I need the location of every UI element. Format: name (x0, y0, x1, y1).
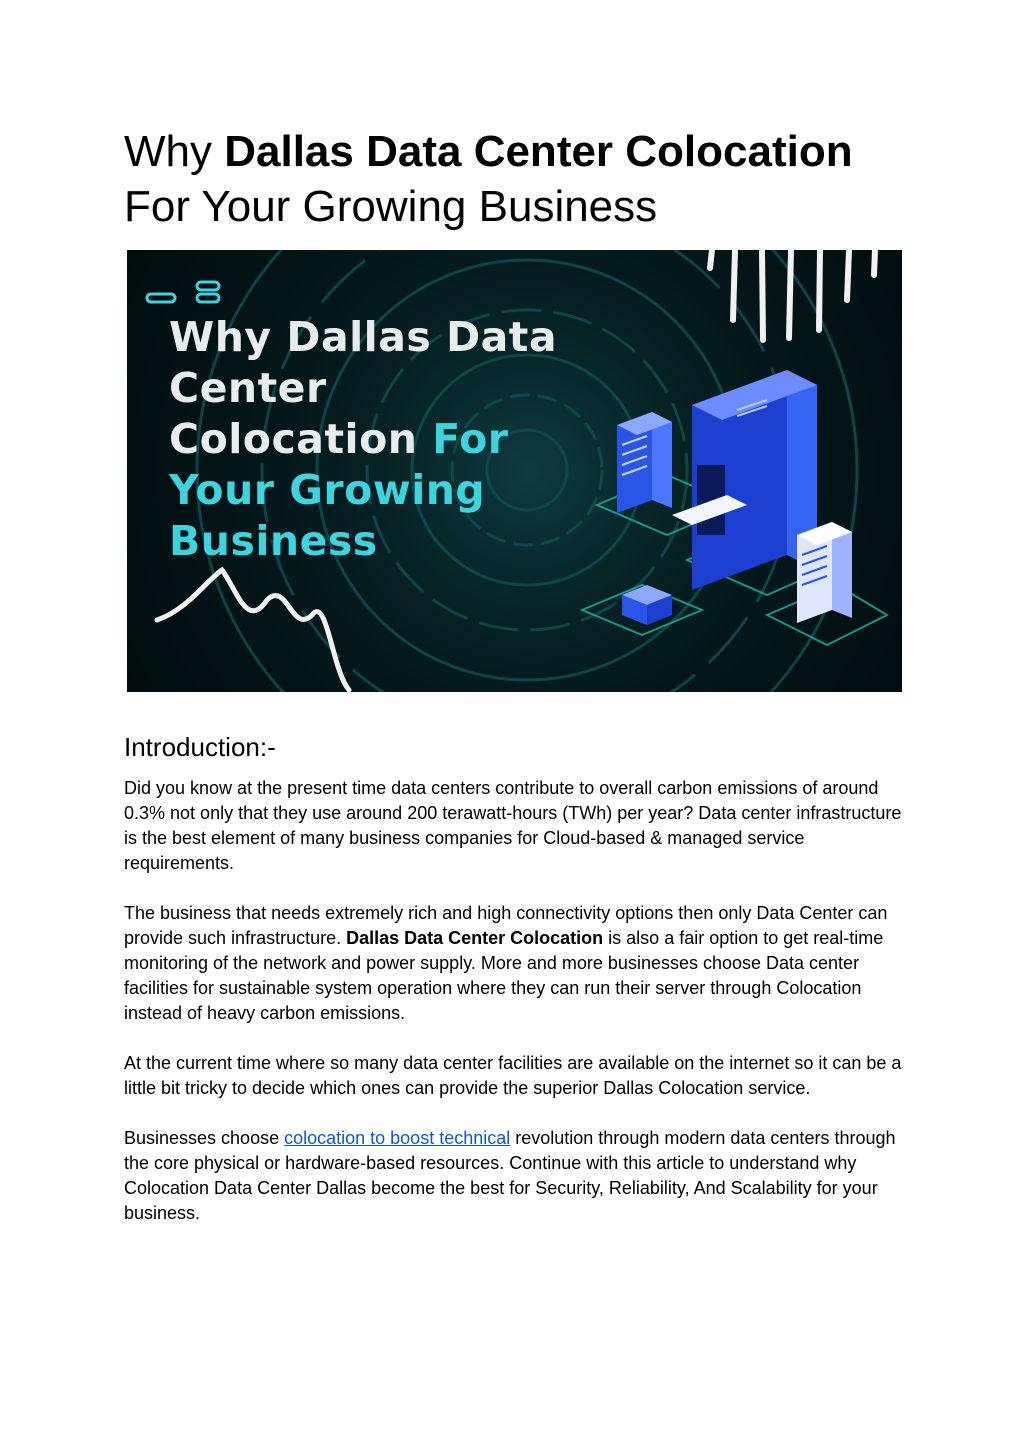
p4-text-before: Businesses choose (124, 1128, 285, 1148)
p2-text-after: is also a fair option to get real-time monitoring of the network and power supply. More and more businesses choose Data center facilities for sustainable system operation where they can run their server through Colocation instead of heavy carbon emissions. (124, 928, 884, 1023)
hero-line-3-cyan: For (432, 415, 509, 463)
hero-line-2: Center (169, 364, 327, 412)
main-server (672, 370, 817, 590)
intro-paragraph-2 (124, 901, 904, 1026)
hero-line-4: Your Growing (169, 466, 486, 514)
intro-paragraph-4 (124, 1126, 904, 1226)
hero-line-3 (169, 414, 649, 465)
intro-paragraph-1: Did you know at the present time data centers contribute to overall carbon emissions of around 0.3% not only that they use around 200 terawatt-hours (TWh) per year? Data center infrastructure is the best element of many business companies for Cloud-based & managed service requirements. (124, 778, 902, 873)
intro-heading: Introduction:- (124, 732, 276, 762)
hero-headline (169, 312, 649, 567)
hero-line-1: Why Dallas Data (169, 313, 558, 361)
chalk-strokes (710, 250, 875, 340)
chalk-squiggle (157, 570, 349, 690)
colocation-link[interactable]: colocation to boost technical (284, 1128, 511, 1148)
intro-paragraph-3: At the current time where so many data center facilities are available on the internet so it can be a little bit tricky to decide which ones can provide the superior Dallas Colocation service. (124, 1053, 902, 1098)
hero-image (127, 250, 902, 692)
p2-text-before: The business that needs extremely rich and high connectivity options then only Data Center can provide such infrastructure. (124, 903, 888, 948)
hero-line-5: Business (169, 517, 378, 565)
page-title (124, 124, 904, 234)
title-prefix: Why (124, 127, 225, 176)
right-server (797, 522, 852, 623)
hero-line-3-white: Colocation (169, 415, 433, 463)
pill-icons (147, 282, 219, 302)
p2-bold: Dallas Data Center Colocation (346, 928, 604, 948)
title-suffix: For Your Growing Business (124, 182, 658, 231)
p4-text-after: revolution through modern data centers through the core physical or hardware-based resources. Continue with this article to understand why Colocation Data Center Dallas become the best for Security, Reliability, And Scalability for your business. (124, 1128, 896, 1223)
title-bold: Dallas Data Center Colocation (224, 127, 853, 176)
